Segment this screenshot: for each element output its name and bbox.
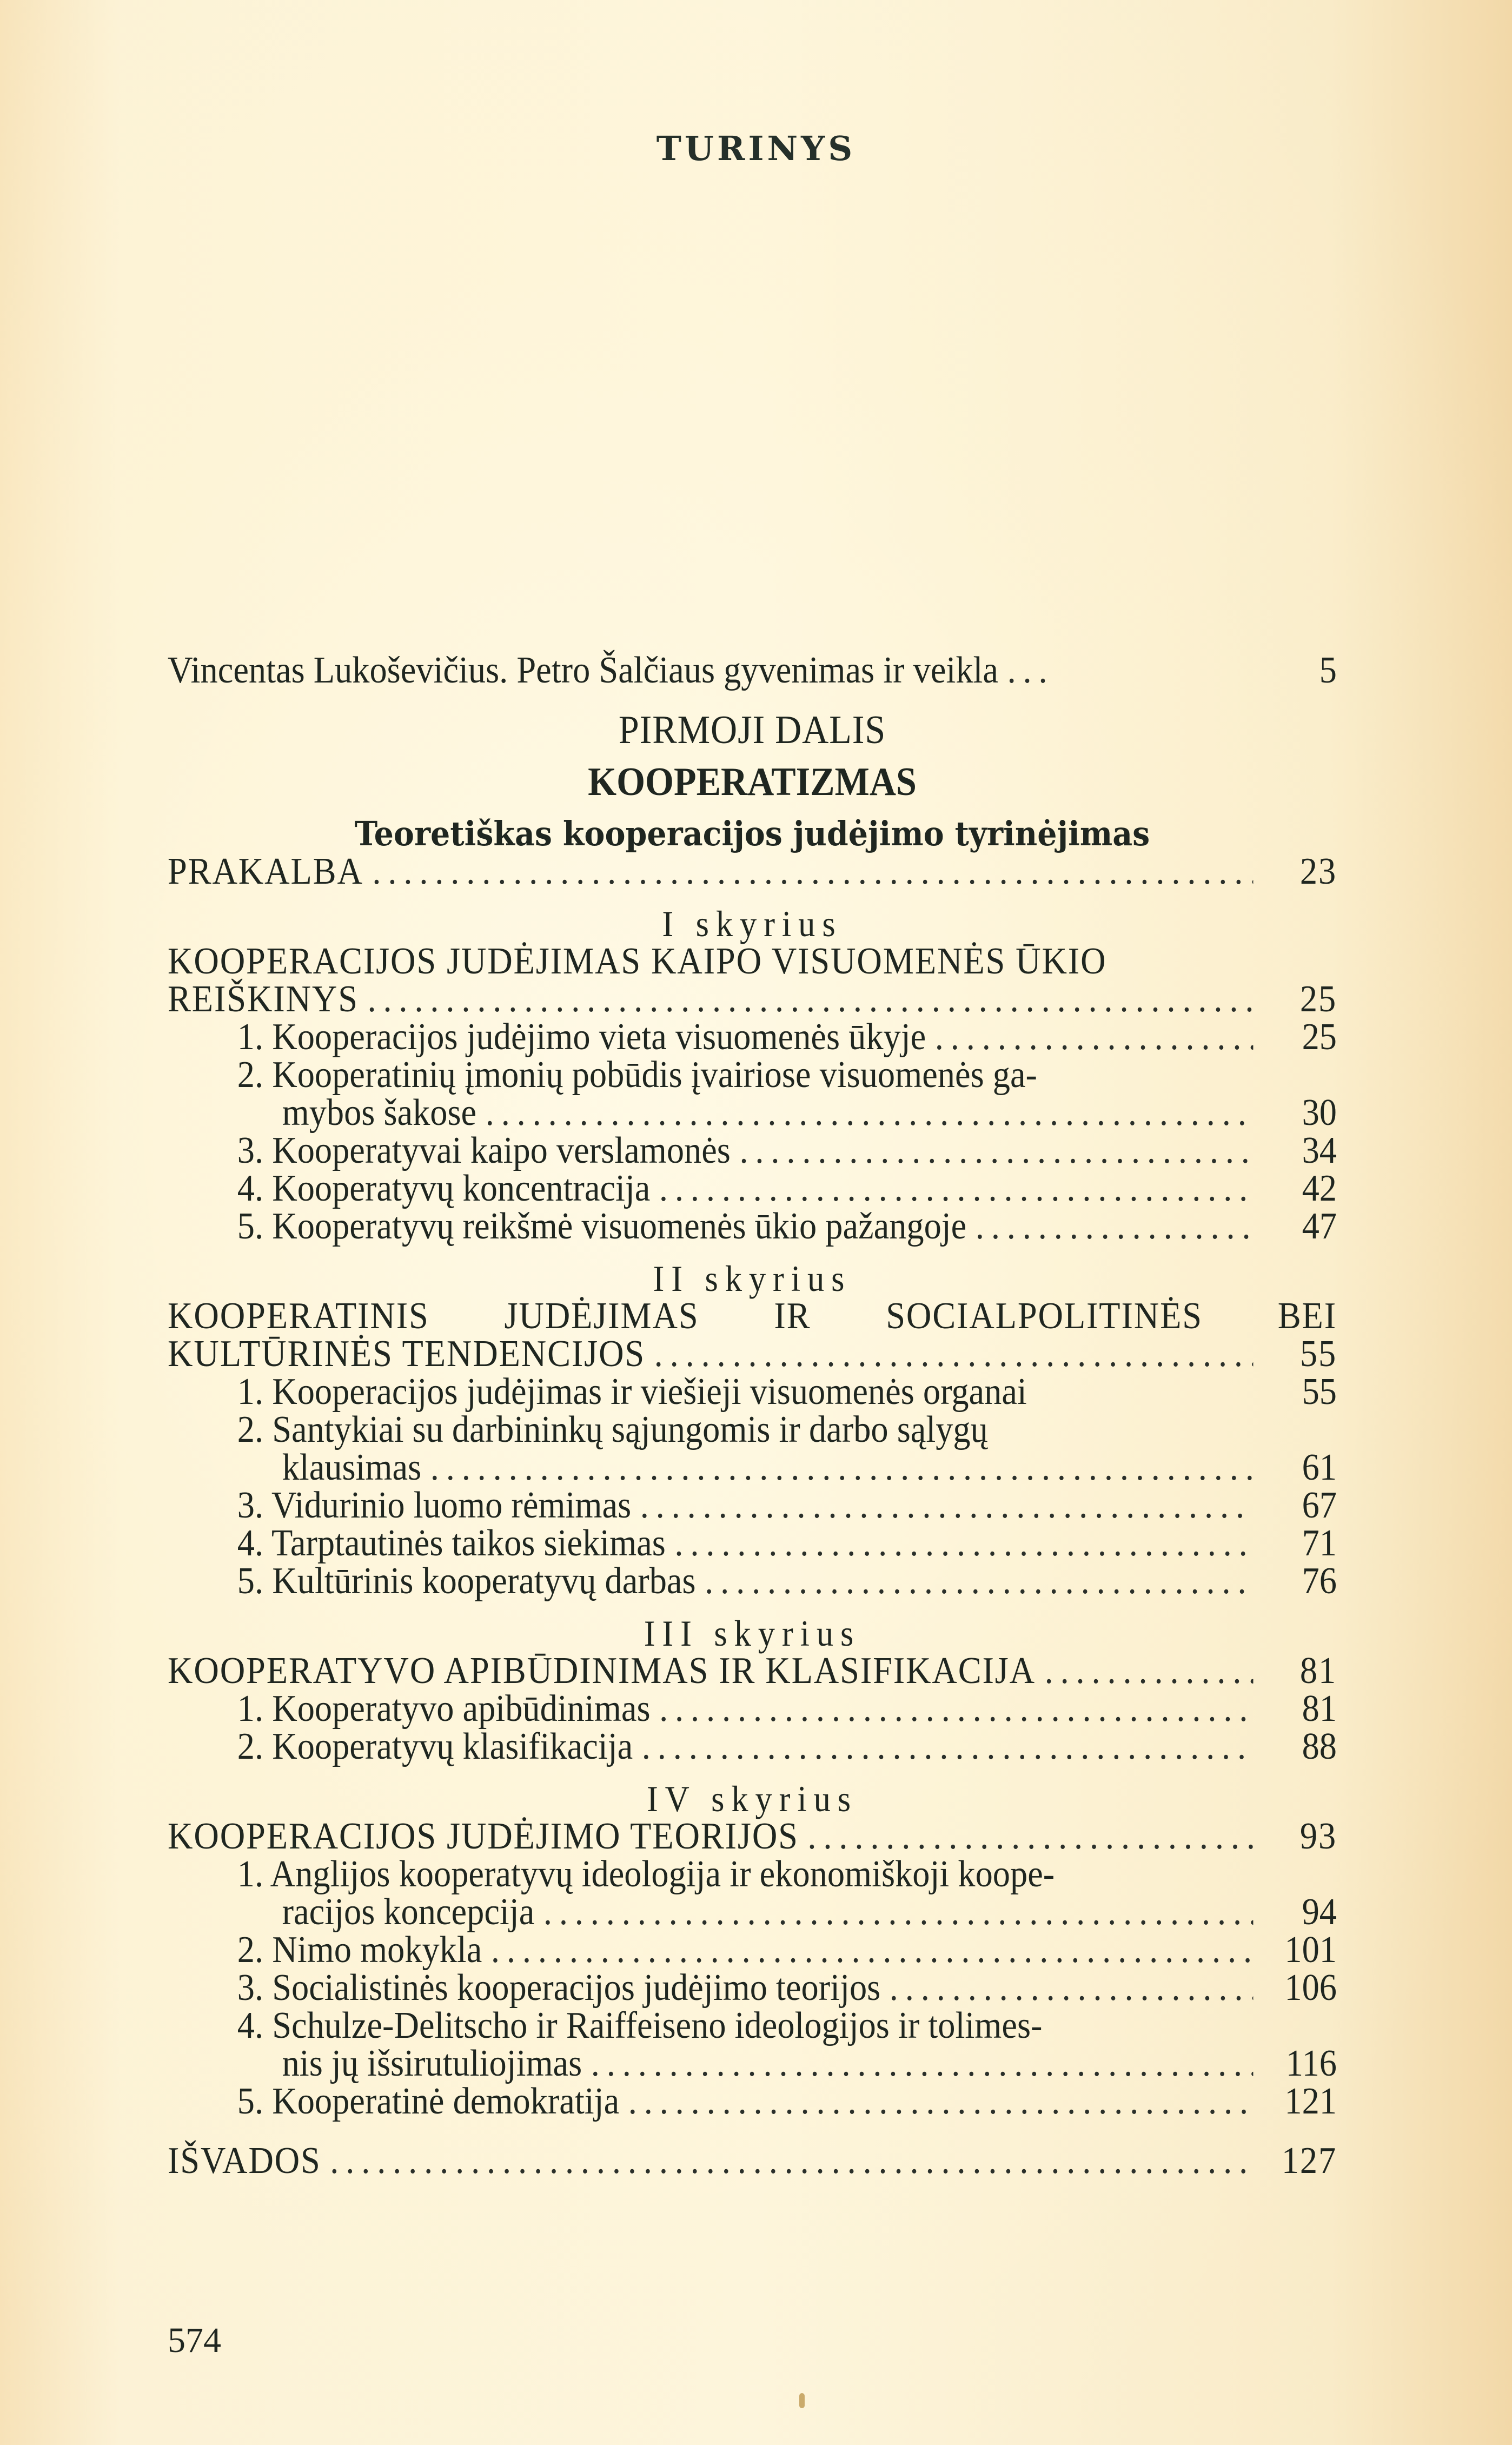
toc-page-number: 55: [1302, 1371, 1337, 1413]
toc-page-number: 42: [1302, 1168, 1337, 1209]
toc-entry-label: IŠVADOS: [168, 2140, 321, 2182]
toc-entry-section[interactable]: [168, 1018, 1337, 1056]
toc-entry-label: 4. Tarptautinės taikos siekimas: [237, 1522, 666, 1564]
toc-page-number: 106: [1284, 1967, 1337, 2009]
leader-dots: [372, 853, 1253, 891]
toc-entry-label: 3. Kooperatyvai kaipo verslamonės: [237, 1130, 731, 1171]
part-heading: PIRMOJI DALIS: [618, 708, 886, 752]
toc-page-number: 116: [1285, 2043, 1337, 2084]
toc-entry-label: 3. Vidurinio luomo rėmimas: [237, 1485, 632, 1526]
toc-entry-chapter[interactable]: [168, 1815, 1337, 1857]
toc-page-number: 23: [1299, 851, 1337, 892]
table-of-contents: [168, 652, 1337, 2180]
toc-entry-label: 3. Socialistinės kooperacijos judėjimo teorijos: [237, 1967, 881, 2009]
toc-page-number: 81: [1302, 1688, 1337, 1730]
page-title: TURINYS: [656, 129, 856, 168]
toc-entry-section[interactable]: [168, 1205, 1337, 1247]
toc-entry-label: 1. Kooperacijos judėjimo vieta visuomenės ūkyje: [237, 1016, 926, 1058]
chapter-title-line[interactable]: KOOPERACIJOS JUDĖJIMAS KAIPO VISUOMENĖS ŪKIO: [168, 940, 1107, 982]
paper-stain: [799, 2393, 805, 2408]
toc-entry-label: PRAKALBA: [168, 851, 363, 892]
leader-dots: [486, 1094, 1254, 1132]
toc-entry-chapter[interactable]: [168, 1652, 1337, 1690]
leader-dots: [659, 1690, 1253, 1728]
toc-page-number: 30: [1302, 1092, 1337, 1134]
toc-entry-label: REIŠKINYS: [168, 978, 359, 1020]
chapter-title-line[interactable]: KOOPERATINIS JUDĖJIMAS IR SOCIALPOLITINĖS BEI: [168, 1295, 1337, 1337]
toc-entry-preface[interactable]: [168, 853, 1337, 891]
leader-dots: [807, 1818, 1253, 1856]
footer-page-number: 574: [168, 2321, 221, 2360]
toc-page-number: 5: [1319, 650, 1337, 691]
toc-entry-section[interactable]: [168, 1893, 1337, 1931]
toc-entry-label: 5. Kultūrinis kooperatyvų darbas: [237, 1560, 696, 1602]
toc-entry-section-line[interactable]: 2. Kooperatinių įmonių pobūdis įvairiose visuomenės ga-: [237, 1054, 1037, 1096]
toc-entry-label: klausimas: [282, 1447, 422, 1488]
toc-entry-label: Vincentas Lukoševičius. Petro Šalčiaus gyvenimas ir veikla: [168, 650, 999, 691]
leader-dots: [330, 2142, 1253, 2180]
toc-entry-section[interactable]: [168, 2045, 1337, 2083]
leader-dots: [739, 1132, 1253, 1170]
toc-entry-section[interactable]: [168, 1449, 1337, 1487]
part-subtitle: Teoretiškas kooperacijos judėjimo tyrinėjimas: [354, 814, 1150, 853]
toc-entry-intro[interactable]: [168, 652, 1337, 690]
toc-entry-section[interactable]: [168, 1522, 1337, 1564]
leader-dots: [491, 1931, 1254, 1969]
leader-dots: [543, 1893, 1254, 1931]
toc-page-number: 25: [1299, 978, 1337, 1020]
toc-entry-section[interactable]: [168, 1094, 1337, 1132]
toc-page-number: 121: [1284, 2080, 1337, 2122]
toc-entry-label: mybos šakose: [282, 1092, 477, 1134]
toc-page-number: 93: [1299, 1815, 1337, 1857]
toc-entry-chapter[interactable]: [168, 980, 1337, 1018]
toc-page-number: 127: [1281, 2140, 1337, 2182]
toc-entry-section[interactable]: [168, 1931, 1337, 1969]
chapter-number: III skyrius: [644, 1613, 861, 1654]
toc-entry-label: 2. Kooperatyvų klasifikacija: [237, 1726, 633, 1767]
toc-entry-section[interactable]: [168, 1969, 1337, 2007]
toc-entry-label: 2. Nimo mokykla: [237, 1929, 482, 1971]
toc-entry-label: racijos koncepcija: [282, 1891, 535, 1933]
toc-page-number: 25: [1302, 1016, 1337, 1058]
toc-entry-label: 4. Kooperatyvų koncentracija: [237, 1168, 651, 1209]
toc-page-number: 61: [1302, 1447, 1337, 1488]
toc-entry-label: 5. Kooperatyvų reikšmė visuomenės ūkio pažangoje: [237, 1205, 967, 1247]
leader-dots: [591, 2045, 1254, 2083]
leader-dots: [430, 1449, 1254, 1487]
toc-page-number: 71: [1302, 1522, 1337, 1564]
toc-entry-section[interactable]: [168, 1728, 1337, 1766]
leader-dots: [935, 1018, 1254, 1056]
leader-dots: [1007, 652, 1052, 690]
toc-entry-label: 1. Kooperacijos judėjimas ir viešieji visuomenės organai: [237, 1371, 1027, 1413]
toc-page-number: 55: [1299, 1333, 1337, 1375]
toc-page-number: 81: [1299, 1650, 1337, 1692]
leader-dots: [628, 2083, 1254, 2121]
toc-entry-label: KOOPERATYVO APIBŪDINIMAS IR KLASIFIKACIJA: [168, 1650, 1036, 1692]
chapter-number: I skyrius: [662, 903, 843, 944]
toc-entry-label: KOOPERACIJOS JUDĖJIMO TEORIJOS: [168, 1815, 799, 1857]
leader-dots: [654, 1335, 1254, 1373]
toc-entry-chapter[interactable]: [168, 1335, 1337, 1373]
part-title: KOOPERATIZMAS: [588, 760, 917, 804]
toc-page-number: 76: [1302, 1560, 1337, 1602]
toc-entry-section-line[interactable]: 1. Anglijos kooperatyvų ideologija ir ekonomiškoji koope-: [237, 1853, 1055, 1895]
toc-page-number: 34: [1302, 1130, 1337, 1171]
toc-entry-conclusions[interactable]: [168, 2142, 1337, 2180]
toc-entry-label: nis jų išsirutuliojimas: [282, 2043, 582, 2084]
toc-entry-section-line[interactable]: 2. Santykiai su darbininkų sąjungomis ir darbo sąlygų: [237, 1409, 988, 1450]
toc-page-number: 94: [1302, 1891, 1337, 1933]
leader-dots: [642, 1728, 1254, 1766]
toc-entry-section-line[interactable]: 4. Schulze-Delitscho ir Raiffeiseno ideologijos ir tolimes-: [237, 2005, 1043, 2046]
toc-page-number: 67: [1302, 1485, 1337, 1526]
leader-dots: [640, 1487, 1254, 1525]
toc-entry-section[interactable]: [168, 1690, 1337, 1728]
leader-dots: [890, 1969, 1254, 2007]
toc-entry-section[interactable]: [168, 1170, 1337, 1208]
leader-dots: [705, 1562, 1253, 1600]
toc-entry-label: KULTŪRINĖS TENDENCIJOS: [168, 1333, 646, 1375]
toc-page-number: 88: [1302, 1726, 1337, 1767]
chapter-number: IV skyrius: [646, 1778, 858, 1819]
toc-page-number: 47: [1302, 1205, 1337, 1247]
toc-page-number: 101: [1284, 1929, 1337, 1971]
toc-entry-section[interactable]: [168, 1373, 1337, 1411]
leader-dots: [367, 980, 1253, 1018]
toc-entry-section[interactable]: [168, 2080, 1337, 2122]
toc-entry-label: 5. Kooperatinė demokratija: [237, 2080, 620, 2122]
toc-entry-section[interactable]: [168, 1132, 1337, 1170]
leader-dots: [976, 1208, 1254, 1245]
toc-entry-section[interactable]: [168, 1487, 1337, 1525]
toc-entry-section[interactable]: [168, 1562, 1337, 1600]
leader-dots: [674, 1525, 1253, 1562]
leader-dots: [1045, 1652, 1254, 1690]
chapter-number: II skyrius: [653, 1258, 852, 1299]
leader-dots: [659, 1170, 1254, 1208]
toc-entry-label: 1. Kooperatyvo apibūdinimas: [237, 1688, 651, 1730]
